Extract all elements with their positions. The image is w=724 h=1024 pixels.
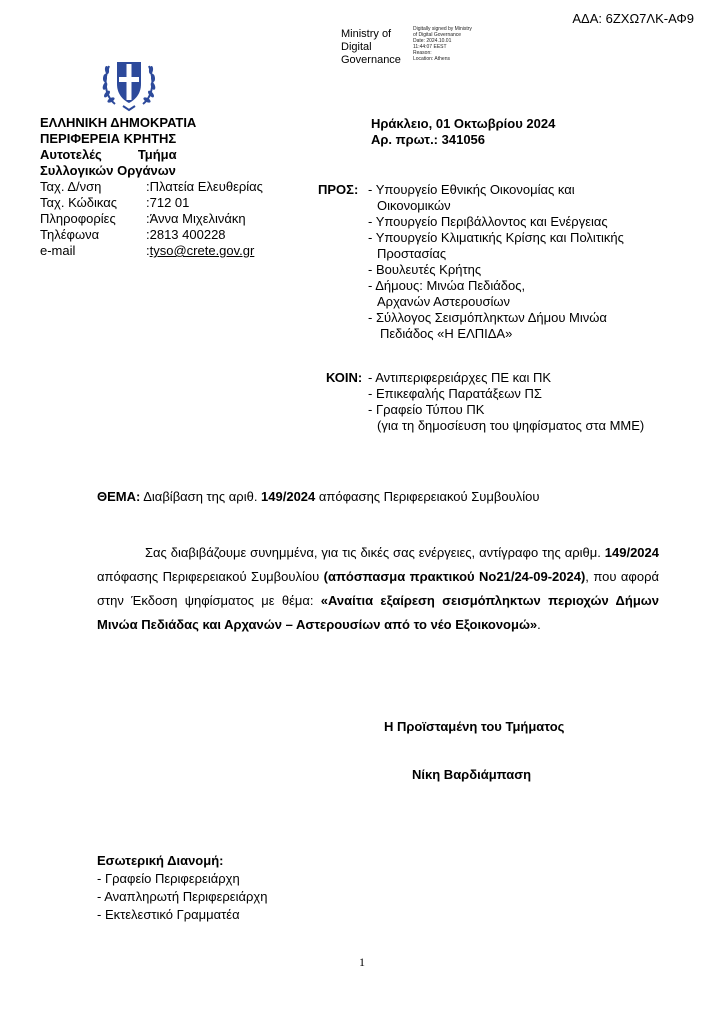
- signature-ministry-line1: Ministry of: [341, 28, 392, 40]
- field-value: :712 01: [146, 195, 190, 210]
- list-item: - Σύλλογος Σεισμόπληκτων Δήμου Μινώα: [368, 310, 607, 325]
- pros-label: ΠΡΟΣ:: [318, 182, 359, 197]
- field-value: [146, 243, 254, 259]
- list-item: (για τη δημοσίευση του ψηφίσματος στα ΜΜΕ): [377, 418, 645, 433]
- body-decision-number: 149/2024: [604, 545, 659, 560]
- sender-field-info: [40, 211, 300, 227]
- internal-distribution-title: Εσωτερική Διανομή:: [97, 853, 224, 868]
- body-text3: , που αφορά στην Έκδοση ψηφίσματος με θέμα:: [97, 569, 659, 608]
- body-text1: Σας διαβιβάζουμε συνημμένα, για τις δικές σας ενέργειες, αντίγραφο της αριθμ.: [145, 545, 605, 560]
- koin-list: [368, 370, 644, 434]
- sender-dept-name: Συλλογικών Οργάνων: [40, 163, 176, 178]
- signature-ministry-line3: Governance: [341, 54, 401, 66]
- subject-text1: Διαβίβαση της αριθ.: [140, 489, 262, 504]
- signature-detail: Reason:: [413, 50, 432, 56]
- greek-state-emblem-icon: [97, 50, 161, 114]
- sender-field-postcode: [40, 195, 300, 211]
- signature-detail: Date: 2024.10.01: [413, 38, 452, 44]
- list-item: - Υπουργείο Εθνικής Οικονομίας και: [368, 182, 575, 197]
- list-item: - Εκτελεστικό Γραμματέα: [97, 907, 240, 922]
- pros-list: [368, 182, 624, 342]
- field-value: :Πλατεία Ελευθερίας: [146, 179, 263, 194]
- subject-text2: απόφασης Περιφερειακού Συμβουλίου: [315, 489, 540, 504]
- list-item: - Βουλευτές Κρήτης: [368, 262, 482, 277]
- body-resolution-title: «Αναίτια εξαίρεση σεισμόπληκτων περιοχών Δήμων Μινώα Πεδιάδας και Αρχανών – Αστερουσίων από το νέο Εξοικονομώ»: [97, 593, 659, 632]
- body-paragraph: [97, 541, 659, 637]
- koin-label: ΚΟΙΝ:: [326, 370, 363, 385]
- sender-dept-word1: Αυτοτελές: [40, 147, 102, 162]
- place-date: Ηράκλειο, 01 Οκτωβρίου 2024: [371, 116, 556, 131]
- sender-block: [40, 115, 300, 259]
- field-value: :2813 400228: [146, 227, 226, 242]
- list-item: - Επικεφαλής Παρατάξεων ΠΣ: [368, 386, 542, 401]
- field-label: e-mail: [40, 243, 76, 258]
- signature-ministry-line2: Digital: [341, 41, 372, 53]
- body-text2: απόφασης Περιφερειακού Συμβουλίου: [97, 569, 324, 584]
- page-number: 1: [359, 955, 365, 969]
- internal-distribution: [97, 852, 267, 924]
- place-date-block: [371, 116, 555, 148]
- list-item: - Γραφείο Τύπου ΠΚ: [368, 402, 485, 417]
- sender-field-email: [40, 243, 300, 259]
- ada-code: ΑΔΑ: 6ΖΧΩ7ΛΚ-ΑΦ9: [572, 11, 694, 26]
- subject-number: 149/2024: [261, 489, 316, 504]
- protocol-number: Αρ. πρωτ.: 341056: [371, 132, 486, 147]
- signature-details: [413, 26, 472, 62]
- signature-detail: of Digital Governance: [413, 32, 462, 38]
- subject-label: ΘΕΜΑ:: [97, 489, 141, 504]
- signature-detail: Location: Athens: [413, 56, 450, 62]
- sender-field-phone: [40, 227, 300, 243]
- list-item: - Αναπληρωτή Περιφερειάρχη: [97, 889, 268, 904]
- list-item: Προστασίας: [377, 246, 447, 261]
- sender-dept-word2: Τμήμα: [137, 147, 177, 162]
- list-item: Οικονομικών: [377, 198, 451, 213]
- field-label: Πληροφορίες: [40, 211, 116, 226]
- subject-line: [97, 489, 539, 505]
- body-excerpt: (απόσπασμα πρακτικού Νο21/24-09-2024): [323, 569, 586, 584]
- list-item: - Υπουργείο Κλιματικής Κρίσης και Πολιτικής: [368, 230, 624, 245]
- list-item: - Αντιπεριφερειάρχες ΠΕ και ΠΚ: [368, 370, 552, 385]
- signature-ministry: [341, 28, 411, 67]
- list-item: - Γραφείο Περιφερειάρχη: [97, 871, 240, 886]
- field-value: :Άννα Μιχελινάκη: [146, 211, 246, 226]
- field-label: Ταχ. Δ/νση: [40, 179, 102, 194]
- sender-field-address: [40, 179, 300, 195]
- signatory-name: Νίκη Βαρδιάμπαση: [412, 767, 532, 782]
- list-item: - Υπουργείο Περιβάλλοντος και Ενέργειας: [368, 214, 608, 229]
- list-item: - Δήμους: Μινώα Πεδιάδος,: [368, 278, 526, 293]
- email-link[interactable]: tyso@crete.gov.gr: [149, 243, 255, 258]
- field-label: Τηλέφωνα: [40, 227, 100, 242]
- signature-detail: Digitally signed by Ministry: [413, 26, 472, 32]
- body-text4: .: [537, 617, 541, 632]
- list-item: Αρχανών Αστερουσίων: [377, 294, 511, 309]
- list-item: Πεδιάδος «Η ΕΛΠΙΔΑ»: [380, 326, 513, 341]
- signature-detail: 11:44:07 EEST: [413, 44, 447, 50]
- signatory-title: Η Προϊσταμένη του Τμήματος: [384, 719, 565, 734]
- sender-region: ΠΕΡΙΦΕΡΕΙΑ ΚΡΗΤΗΣ: [40, 131, 177, 146]
- email-colon: :: [146, 243, 150, 258]
- sender-country: ΕΛΛΗΝΙΚΗ ΔΗΜΟΚΡΑΤΙΑ: [40, 115, 197, 130]
- sender-dept-line: [40, 147, 300, 163]
- field-label: Ταχ. Κώδικας: [40, 195, 117, 210]
